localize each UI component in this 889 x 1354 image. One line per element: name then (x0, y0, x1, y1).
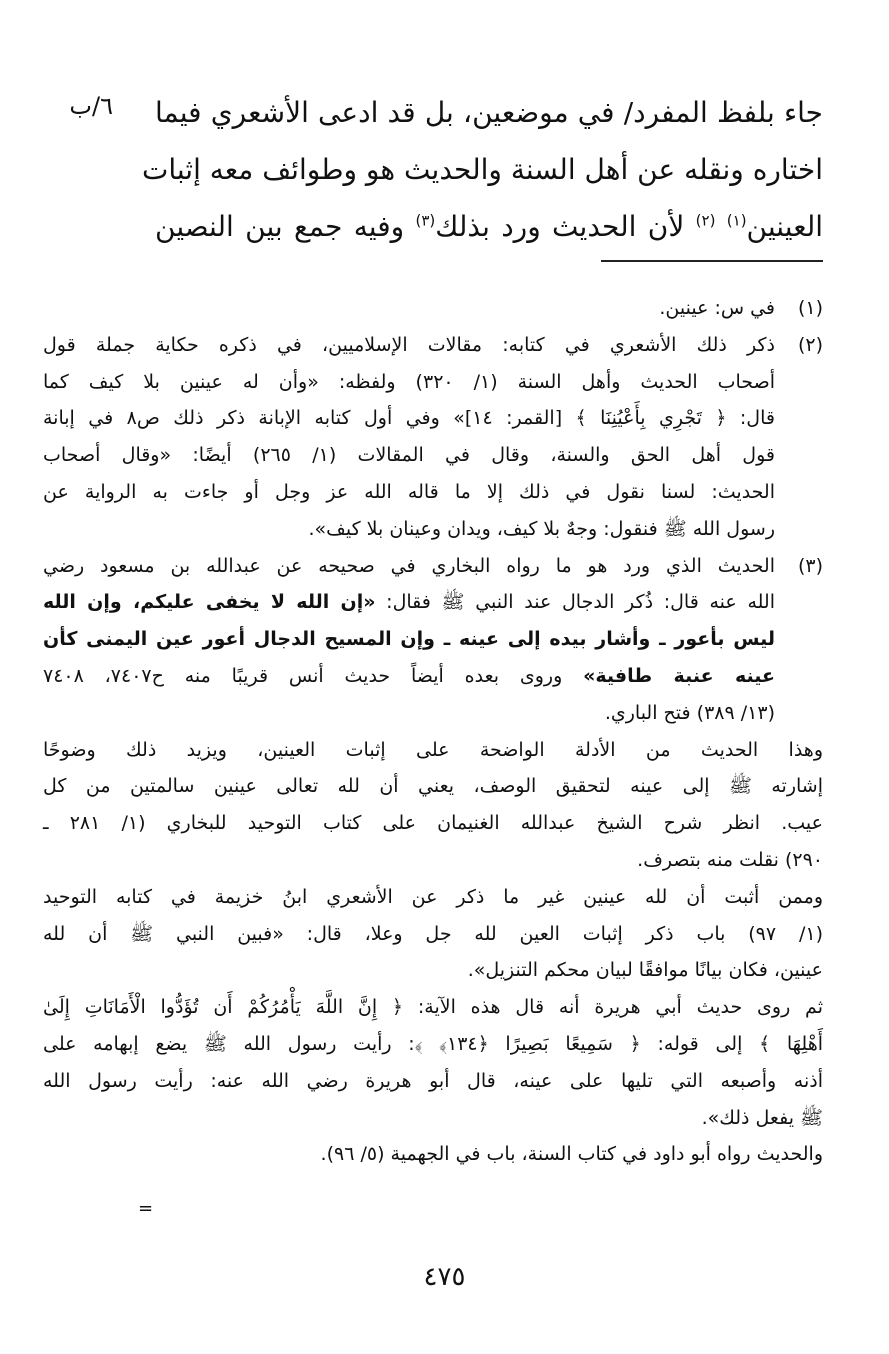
footnote-line: الحديث: لسنا نقول في ذلك إلا ما قاله الله عز وجل أو جاءت به الرواية عن (43, 480, 775, 503)
main-line-3-part-3: وفيه جمع بين النصين (155, 210, 405, 243)
main-line-2: اختاره ونقله عن أهل السنة والحديث هو وطوائف معه إثبات (141, 153, 823, 186)
footnote-line: الحديث الذي ورد هو ما رواه البخاري في صحيحه عن عبدالله بن مسعود رضي (43, 554, 775, 577)
footnote-text-bold: «إن الله لا يخفى عليكم، وإن الله (43, 591, 376, 614)
main-line-3-part-2: لأن الحديث ورد بذلك (435, 210, 685, 243)
footnote-number: (١) (797, 297, 823, 319)
footnote-3 (43, 548, 823, 732)
footnote-line: رسول الله ﷺ فنقول: وجهٌ بلا كيف، ويدان وعينان بلا كيف». (308, 517, 775, 540)
paragraph-line: ﷺ يفعل ذلك». (701, 1106, 823, 1129)
footnote-text-regular: وروى بعده أيضاً حديث أنس قريبًا منه ح٧٤٠٧، ٧٤٠٨ (43, 664, 584, 687)
footnote-text-regular: الله عنه قال: ذُكر الدجال عند النبي ﷺ فقال: (375, 591, 775, 614)
paragraph-line: وممن أثبت أن لله عينين غير ما ذكر عن الأشعري ابنُ خزيمة في كتابه التوحيد (43, 885, 823, 908)
footnote-line: أصحاب الحديث وأهل السنة (١/ ٣٢٠) ولفظه: «وأن له عينين بلا كيف كما (43, 370, 775, 393)
footnote-separator-rule (601, 260, 823, 262)
footnote-line-with-bold (43, 658, 775, 695)
commentary-paragraph-4 (43, 1136, 823, 1173)
footnote-line-with-bold (43, 584, 775, 621)
folio-marker: ٦/ب (69, 92, 113, 120)
footnote-text-bold: عينه عنبة طافية» (583, 664, 775, 687)
paragraph-line: ثم روى حديث أبي هريرة أنه قال هذه الآية: ﴿ إِنَّ اللَّهَ يَأْمُرُكُمْ أَن تُؤَدُّوا الْأَمَانَاتِ إِلَىٰ (43, 996, 823, 1019)
footnote-line: (١٣/ ٣٨٩) فتح الباري. (604, 701, 775, 724)
footnote-ref-2: (٢) (695, 211, 716, 230)
paragraph-line: وهذا الحديث من الأدلة الواضحة على إثبات العينين، ويزيد ذلك وضوحًا (43, 738, 823, 761)
page-number: ٤٧٥ (423, 1262, 466, 1292)
main-body-text (141, 84, 824, 255)
paragraph-line: عيب. انظر شرح الشيخ عبدالله الغنيمان على كتاب التوحيد للبخاري (١/ ٢٨١ ـ (43, 812, 824, 835)
paragraph-line: أَهْلِهَا ﴾ إلى قوله: ﴿ سَمِيعًا بَصِيرًا ﴿١٣٤﴾ ﴾: رأيت رسول الله ﷺ يضع إبهامه على (43, 1032, 824, 1055)
stray-equals-mark: = (138, 1198, 154, 1219)
footnote-2 (43, 327, 823, 548)
commentary-paragraph-2 (43, 879, 823, 989)
footnote-line-bold: ليس بأعور ـ وأشار بيده إلى عينه ـ وإن المسيح الدجال أعور عين اليمنى كأن (43, 628, 775, 651)
paragraph-line: ٢٩٠) نقلت منه بتصرف. (637, 848, 823, 871)
paragraph-line: والحديث رواه أبو داود في كتاب السنة، باب في الجهمية (٥/ ٩٦). (320, 1143, 823, 1166)
footnote-line: ذكر ذلك الأشعري في كتابه: مقالات الإسلاميين، في ذكره حكاية جملة قول (43, 333, 775, 356)
footnote-line: قال: ﴿ تَجْرِي بِأَعْيُنِنَا ﴾ [القمر: ١٤]» وفي أول كتابه الإبانة ذكر ذلك ص٨ في إبانة (43, 407, 775, 430)
footnote-ref-3: (٣) (415, 211, 436, 230)
paragraph-line: أذنه وأصبعه التي تليها على عينه، قال أبو هريرة رضي الله عنه: رأيت رسول الله (43, 1069, 823, 1092)
footnote-line-text (43, 665, 775, 687)
main-line-1: جاء بلفظ المفرد/ في موضعين، بل قد ادعى الأشعري فيما (155, 96, 823, 129)
footnote-line-text (43, 591, 775, 613)
paragraph-line: عينين، فكان بيانًا موافقًا لبيان محكم التنزيل». (467, 959, 823, 982)
footnotes-section (43, 290, 823, 1173)
footnote-number: (٢) (797, 333, 823, 356)
commentary-paragraph-3 (43, 989, 823, 1136)
footnote-ref-1: (١) (726, 211, 747, 230)
footnote-line: قول أهل الحق والسنة، وقال في المقالات (١/ ٢٦٥) أيضًا: «وقال أصحاب (43, 444, 775, 467)
commentary-paragraph-1 (43, 732, 823, 879)
main-line-3-part-1: العينين (746, 210, 824, 243)
footnote-1 (43, 290, 823, 327)
footnote-number: (٣) (797, 554, 823, 577)
footnote-line: في س: عينين. (659, 297, 775, 319)
paragraph-line: (١/ ٩٧) باب ذكر إثبات العين لله جل وعلا، قال: «فبين النبي ﷺ أن لله (43, 922, 823, 945)
main-line-3 (155, 198, 823, 255)
paragraph-line: إشارته ﷺ إلى عينه لتحقيق الوصف، يعني أن لله تعالى عينين سالمتين من كل (43, 775, 823, 798)
